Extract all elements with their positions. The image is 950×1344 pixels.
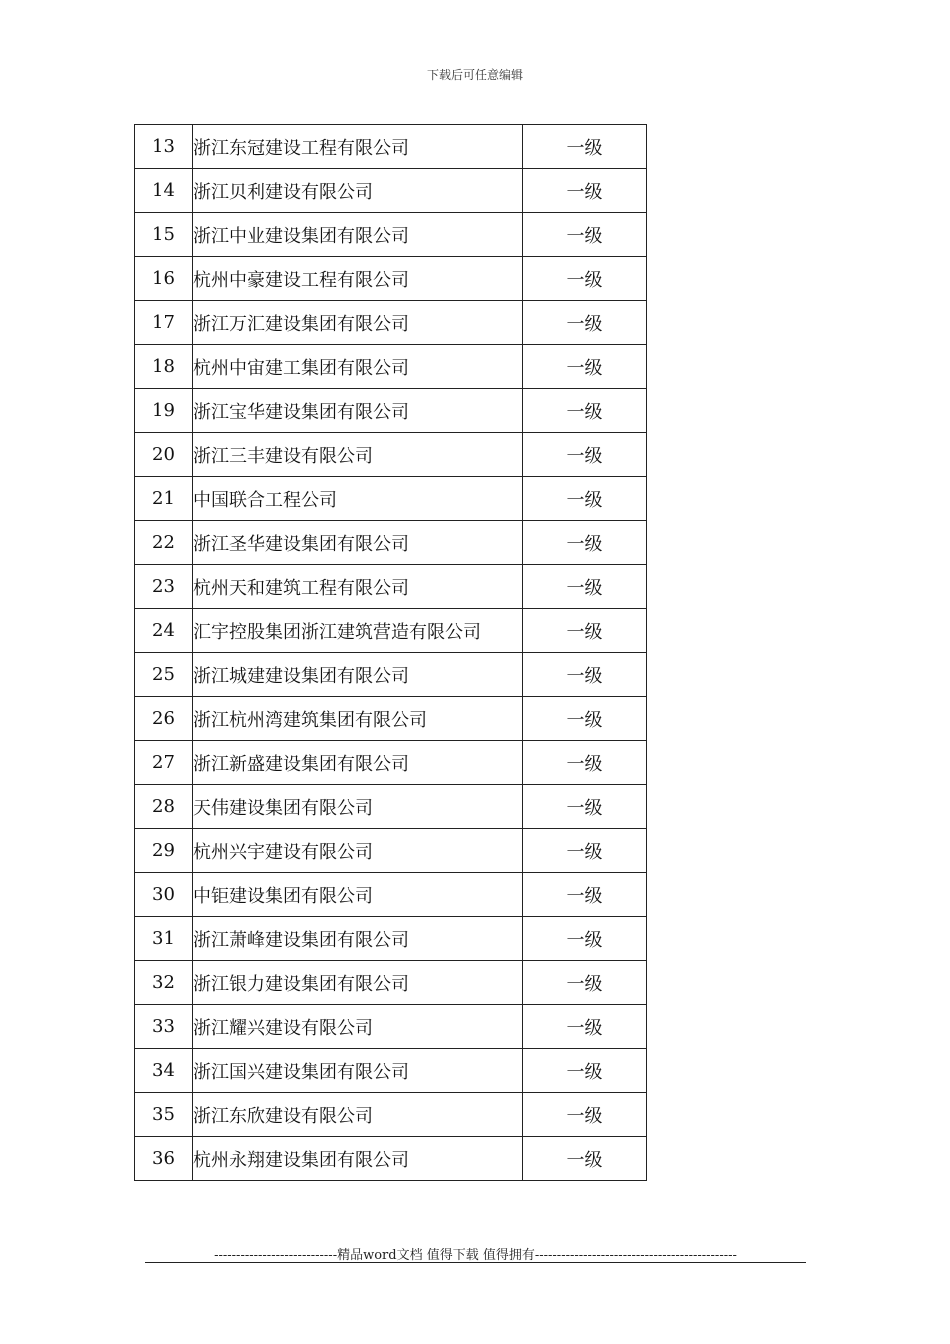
qualification-grade: 一级 xyxy=(523,653,647,697)
row-number: 13 xyxy=(135,125,193,169)
row-number: 21 xyxy=(135,477,193,521)
table-row xyxy=(135,345,647,389)
table-row xyxy=(135,961,647,1005)
company-name: 浙江耀兴建设有限公司 xyxy=(193,1005,523,1049)
table-row xyxy=(135,125,647,169)
table-row xyxy=(135,785,647,829)
table-row xyxy=(135,873,647,917)
table-row xyxy=(135,1005,647,1049)
company-name: 汇宇控股集团浙江建筑营造有限公司 xyxy=(193,609,523,653)
row-number: 23 xyxy=(135,565,193,609)
table-row xyxy=(135,829,647,873)
row-number: 27 xyxy=(135,741,193,785)
company-name: 杭州兴宇建设有限公司 xyxy=(193,829,523,873)
qualification-grade: 一级 xyxy=(523,1137,647,1181)
row-number: 15 xyxy=(135,213,193,257)
qualification-grade: 一级 xyxy=(523,1005,647,1049)
company-name: 浙江杭州湾建筑集团有限公司 xyxy=(193,697,523,741)
qualification-grade: 一级 xyxy=(523,961,647,1005)
footer-divider xyxy=(145,1262,806,1263)
row-number: 26 xyxy=(135,697,193,741)
qualification-grade: 一级 xyxy=(523,125,647,169)
table-row xyxy=(135,741,647,785)
row-number: 14 xyxy=(135,169,193,213)
table-row xyxy=(135,609,647,653)
table-row xyxy=(135,697,647,741)
footer-note: ----------------------------精品word文档 值得下载 值得拥有---------------------------------------------- xyxy=(214,1248,737,1263)
row-number: 16 xyxy=(135,257,193,301)
qualification-grade: 一级 xyxy=(523,917,647,961)
company-name: 杭州永翔建设集团有限公司 xyxy=(193,1137,523,1181)
table-row xyxy=(135,521,647,565)
qualification-grade: 一级 xyxy=(523,829,647,873)
row-number: 32 xyxy=(135,961,193,1005)
row-number: 35 xyxy=(135,1093,193,1137)
table-row xyxy=(135,169,647,213)
table-row xyxy=(135,389,647,433)
qualification-grade: 一级 xyxy=(523,697,647,741)
row-number: 17 xyxy=(135,301,193,345)
table-row xyxy=(135,257,647,301)
company-name: 杭州中豪建设工程有限公司 xyxy=(193,257,523,301)
qualification-grade: 一级 xyxy=(523,785,647,829)
table-body xyxy=(135,125,647,1181)
qualification-grade: 一级 xyxy=(523,433,647,477)
company-name: 浙江国兴建设集团有限公司 xyxy=(193,1049,523,1093)
row-number: 24 xyxy=(135,609,193,653)
table-row xyxy=(135,917,647,961)
company-name: 浙江东欣建设有限公司 xyxy=(193,1093,523,1137)
table-row xyxy=(135,213,647,257)
company-name: 杭州中宙建工集团有限公司 xyxy=(193,345,523,389)
company-name: 浙江三丰建设有限公司 xyxy=(193,433,523,477)
row-number: 30 xyxy=(135,873,193,917)
company-name: 浙江东冠建设工程有限公司 xyxy=(193,125,523,169)
company-name: 浙江宝华建设集团有限公司 xyxy=(193,389,523,433)
company-name: 中钜建设集团有限公司 xyxy=(193,873,523,917)
row-number: 20 xyxy=(135,433,193,477)
row-number: 18 xyxy=(135,345,193,389)
qualification-grade: 一级 xyxy=(523,257,647,301)
table-row xyxy=(135,301,647,345)
company-name: 杭州天和建筑工程有限公司 xyxy=(193,565,523,609)
qualification-grade: 一级 xyxy=(523,213,647,257)
qualification-grade: 一级 xyxy=(523,741,647,785)
company-name: 浙江万汇建设集团有限公司 xyxy=(193,301,523,345)
row-number: 28 xyxy=(135,785,193,829)
row-number: 29 xyxy=(135,829,193,873)
table-row xyxy=(135,1137,647,1181)
company-name: 浙江圣华建设集团有限公司 xyxy=(193,521,523,565)
company-name: 浙江中业建设集团有限公司 xyxy=(193,213,523,257)
qualification-grade: 一级 xyxy=(523,1093,647,1137)
company-name: 中国联合工程公司 xyxy=(193,477,523,521)
row-number: 31 xyxy=(135,917,193,961)
qualification-grade: 一级 xyxy=(523,345,647,389)
company-name: 浙江贝利建设有限公司 xyxy=(193,169,523,213)
row-number: 22 xyxy=(135,521,193,565)
qualification-grade: 一级 xyxy=(523,873,647,917)
qualification-grade: 一级 xyxy=(523,565,647,609)
company-name: 浙江城建建设集团有限公司 xyxy=(193,653,523,697)
company-table xyxy=(134,124,647,1181)
table-row xyxy=(135,433,647,477)
row-number: 36 xyxy=(135,1137,193,1181)
row-number: 34 xyxy=(135,1049,193,1093)
row-number: 25 xyxy=(135,653,193,697)
company-name: 天伟建设集团有限公司 xyxy=(193,785,523,829)
qualification-grade: 一级 xyxy=(523,389,647,433)
qualification-grade: 一级 xyxy=(523,609,647,653)
table-row xyxy=(135,1049,647,1093)
qualification-grade: 一级 xyxy=(523,477,647,521)
qualification-grade: 一级 xyxy=(523,1049,647,1093)
company-name: 浙江萧峰建设集团有限公司 xyxy=(193,917,523,961)
table-row xyxy=(135,477,647,521)
table-row xyxy=(135,1093,647,1137)
qualification-grade: 一级 xyxy=(523,169,647,213)
company-name: 浙江银力建设集团有限公司 xyxy=(193,961,523,1005)
row-number: 19 xyxy=(135,389,193,433)
company-name: 浙江新盛建设集团有限公司 xyxy=(193,741,523,785)
header-note: 下载后可任意编辑 xyxy=(426,68,523,82)
qualification-grade: 一级 xyxy=(523,521,647,565)
table-row xyxy=(135,565,647,609)
table-row xyxy=(135,653,647,697)
row-number: 33 xyxy=(135,1005,193,1049)
qualification-grade: 一级 xyxy=(523,301,647,345)
